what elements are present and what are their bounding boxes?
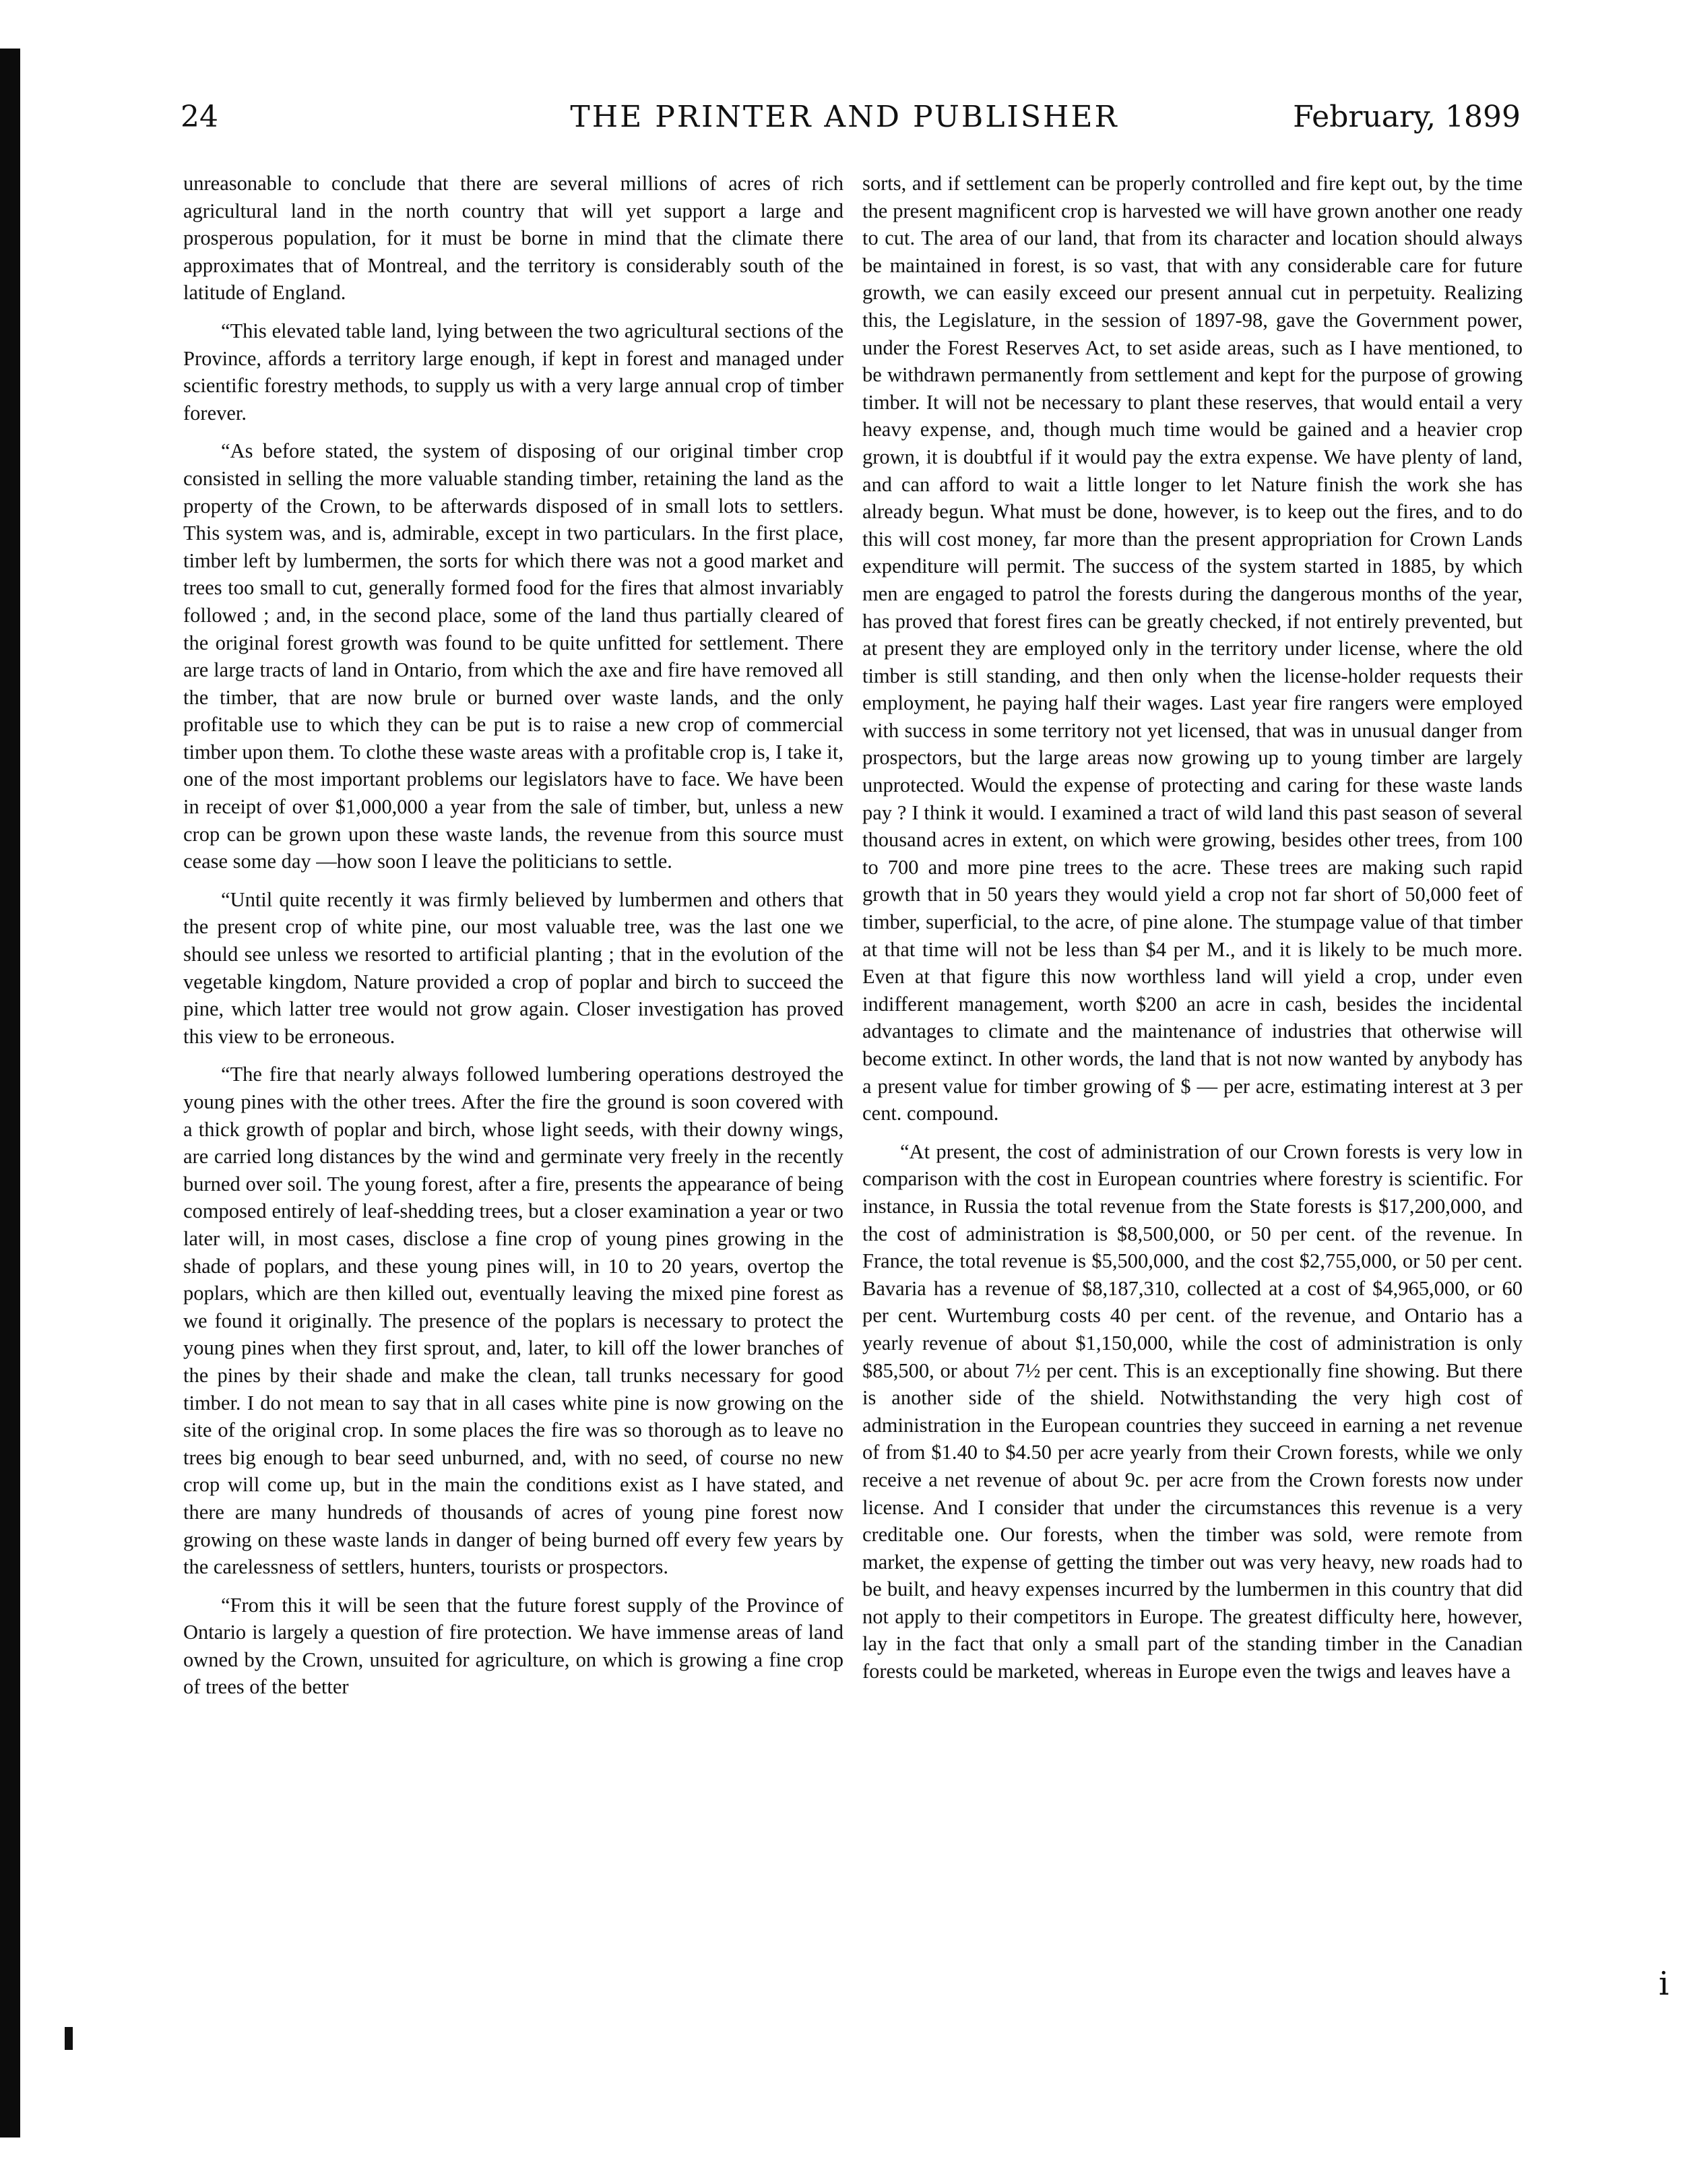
scan-edge-mark xyxy=(65,2027,73,2050)
scan-edge-bar xyxy=(0,49,20,2138)
paragraph: “The fire that nearly always followed lumbering operations destroyed the young pines with the other trees. After the fire the ground is soon covered with a thick growth of poplar and birch, whose light seeds, with their downy wings, are carried long distances by the wind and germinate very freely in the recently burned over soil. The young forest, after a fire, presents the appearance of being composed entirely of leaf-shedding trees, but a closer examination a year or two later will, in most cases, disclose a fine crop of young pines growing in the shade of poplars, and these young pines will, in 10 to 20 years, overtop the poplars, which are then killed out, eventually leaving the mixed pine forest as we found it originally. The presence of the poplars is necessary to protect the young pines when they first sprout, and, later, to kill off the lower branches of the pines by their shade and make the clean, tall trunks necessary for good timber. I do not mean to say that in all cases white pine is now growing on the site of the original crop. In some places the fire was so thorough as to leave no trees big enough to bear seed unburned, and, with no seed, of course no new crop will come up, but in the main the conditions exist as I have stated, and there are many hundreds of thousands of acres of young pine forest now growing on these waste lands in danger of being burned off every few years by the carelessness of settlers, hunters, tourists or prospectors. xyxy=(183,1063,843,1579)
paragraph: “This elevated table land, lying between the two agricultural sections of the Province, affords a territory large enough, if kept in forest and managed under scientific forestry methods, to supply us with a very large annual crop of timber forever. xyxy=(183,319,843,425)
paragraph: “From this it will be seen that the future forest supply of the Province of Ontario is largely a question of fire protection. We have immense areas of land owned by the Crown, unsuited for agriculture, on which is growing a fine crop of trees of the better xyxy=(183,1593,843,1699)
right-column xyxy=(862,170,1523,1696)
publication-title: THE PRINTER AND PUBLISHER xyxy=(570,100,1119,134)
corner-mark: i xyxy=(1659,1965,1669,2003)
left-column xyxy=(183,170,843,1712)
paragraph: unreasonable to conclude that there are several millions of acres of rich agricultural land in the north country that will yet support a large and prosperous population, for it must be borne in mind that the climate there approximates that of Montreal, and the territory is considerably south of the latitude of England. xyxy=(183,172,843,305)
paragraph: sorts, and if settlement can be properly controlled and fire kept out, by the time the present magnificent crop is harvested we will have grown another one ready to cut. The area of our land, that from its character and location should always be maintained in forest, is so vast, that with any considerable care for future growth, we can easily exceed our present annual cut in perpetuity. Realizing this, the Legislature, in the session of 1897-98, gave the Government power, under the Forest Reserves Act, to set aside areas, such as I have mentioned, to be withdrawn permanently from settlement and kept for the purpose of growing timber. It will not be necessary to plant these reserves, that would entail a very heavy expense, and, though much time would be gained and a heavier crop grown, it is doubtful if it would pay the extra expense. We have plenty of land, and can afford to wait a little longer to let Nature finish the work she has already begun. What must be done, however, is to keep out the fires, and to do this will cost money, far more than the present appropriation for Crown Lands expenditure will permit. The success of the system started in 1885, by which men are engaged to patrol the forests during the dangerous months of the year, has proved that forest fires can be greatly checked, if not entirely prevented, but at present they are employed only in the territory under license, where the old timber is still standing, and then only when the license-holder requests their employment, he paying half their wages. Last year fire rangers were employed with success in some territory not yet licensed, that was in unusual danger from prospectors, but the large areas now growing up to young timber are largely unprotected. Would the expense of protecting and caring for these waste lands pay ? I think it would. I examined a tract of wild land this past season of several thousand acres in extent, on which were growing, besides other trees, from 100 to 700 and more pine trees to the acre. These trees are making such rapid growth that in 50 years they would yield a crop not far short of 50,000 feet of timber, superficial, to the acre, of pine alone. The stumpage value of that timber at that time will not be less than $4 per M., and it is likely to be much more. Even at that figure this now worthless land will yield a crop, under even indifferent management, worth $200 an acre in cash, besides the incidental advantages to climate and the maintenance of industries that otherwise will become extinct. In other words, the land that is not now wanted by anybody has a present value for timber growing of $ — per acre, estimating interest at 3 per cent. compound. xyxy=(862,172,1523,1125)
paragraph: “Until quite recently it was firmly believed by lumbermen and others that the present crop of white pine, our most valuable tree, was the last one we should see unless we resorted to artificial planting ; that in the evolution of the vegetable kingdom, Nature provided a crop of poplar and birch to succeed the pine, which latter tree would not grow again. Closer investigation has proved this view to be erroneous. xyxy=(183,887,843,1048)
paragraph: “As before stated, the system of disposing of our original timber crop consisted in selling the more valuable standing timber, retaining the land as the property of the Crown, to be afterwards disposed of in small lots to settlers. This system was, and is, admirable, except in two particulars. In the first place, timber left by lumbermen, the sorts for which there was not a good market and trees too small to cut, generally formed food for the fires that almost invariably followed ; and, in the second place, some of the land thus partially cleared of the original forest growth was found to be quite unfitted for settlement. There are large tracts of land in Ontario, from which the axe and fire have removed all the timber, that are now brule or burned over waste lands, and the only profitable use to which they can be put is to raise a new crop of commercial timber upon them. To clothe these waste areas with a profitable crop is, I take it, one of the most important problems our legislators have to face. We have been in receipt of over $1,000,000 a year from the sale of timber, but, unless a new crop can be grown upon these waste lands, the revenue from this source must cease some day —how soon I leave the politicians to settle. xyxy=(183,439,843,873)
page-number: 24 xyxy=(181,100,218,134)
issue-date: February, 1899 xyxy=(1293,100,1521,134)
paragraph: “At present, the cost of administration of our Crown forests is very low in comparison with the cost in European countries where forestry is scientific. For instance, in Russia the total revenue from the State forests is $17,200,000, and the cost of administration is $8,500,000, or 50 per cent. of the revenue. In France, the total revenue is $5,500,000, and the cost $2,755,000, or 50 per cent. Bavaria has a revenue of $8,187,310, collected at a cost of $4,965,000, or 60 per cent. Wurtemburg costs 40 per cent. of the revenue, and Ontario has a yearly revenue of about $1,150,000, while the cost of administration is only $85,500, or about 7½ per cent. This is an exceptionally fine showing. But there is another side of the shield. Notwithstanding the very high cost of administration in the European countries they succeed in earning a net revenue of from $1.40 to $4.50 per acre yearly from their Crown forests, while we only receive a net revenue of about 9c. per acre from the Crown forests now under license. And I consider that under the circumstances this revenue is a very creditable one. Our forests, when the timber was sold, were remote from market, the expense of getting the timber out was very heavy, new roads had to be built, and heavy expenses incurred by the lumbermen in this country that did not apply to their competitors in Europe. The greatest difficulty here, however, lay in the fact that only a small part of the standing timber in the Canadian forests could be marketed, whereas in Europe even the twigs and leaves have a xyxy=(862,1140,1523,1683)
